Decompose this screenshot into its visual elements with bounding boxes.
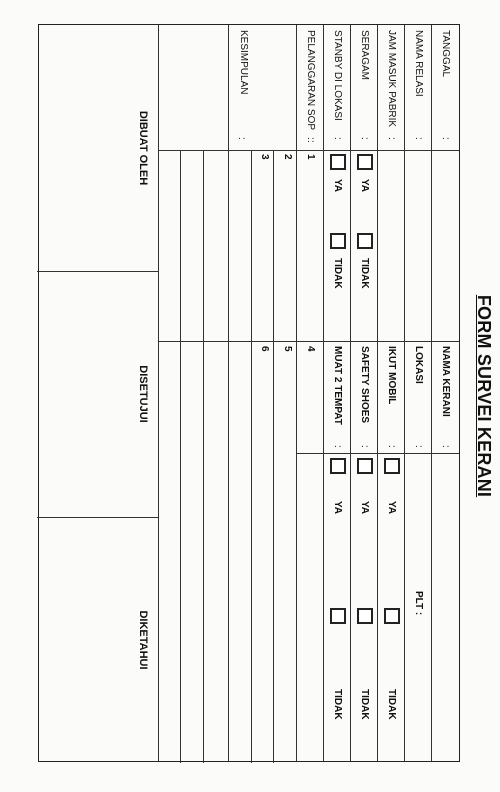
ikut-mobil-tidak-label: TIDAK (386, 689, 397, 720)
separator: : (386, 445, 397, 448)
separator: : (359, 137, 370, 140)
separator: : (440, 137, 451, 140)
stanby-tidak-label: TIDAK (332, 258, 343, 289)
seragam-tidak-checkbox[interactable] (357, 233, 373, 249)
label-muat-2-tempat: MUAT 2 TEMPAT (332, 346, 343, 425)
safety-shoes-ya-label: YA (359, 501, 370, 514)
sop-item-number: 4 (305, 346, 316, 352)
row-divider (273, 150, 274, 763)
row-divider (228, 25, 229, 761)
ikut-mobil-ya-checkbox[interactable] (384, 458, 400, 474)
row-divider (203, 150, 204, 763)
sop-item-number: 3 (259, 154, 270, 160)
row-divider (180, 150, 181, 763)
seragam-ya-checkbox[interactable] (357, 154, 373, 170)
column-divider (159, 150, 459, 151)
ikut-mobil-tidak-checkbox[interactable] (384, 608, 400, 624)
column-divider (159, 341, 459, 342)
row-divider (377, 25, 378, 761)
form-table (38, 24, 460, 762)
separator: : (305, 140, 316, 143)
row-divider (350, 25, 351, 761)
muat-2-tempat-ya-checkbox[interactable] (330, 458, 346, 474)
signature-dibuat-oleh: DIBUAT OLEH (137, 110, 149, 186)
stanby-tidak-checkbox[interactable] (330, 233, 346, 249)
form-title: FORM SURVEI KERANI (474, 294, 494, 498)
column-divider (297, 453, 459, 454)
separator: : (413, 445, 424, 448)
muat-2-tempat-tidak-checkbox[interactable] (330, 608, 346, 624)
stanby-ya-label: YA (332, 179, 343, 192)
label-nama-kerani: NAMA KERANI (440, 346, 451, 417)
label-lokasi: LOKASI (413, 346, 424, 384)
safety-shoes-tidak-checkbox[interactable] (357, 608, 373, 624)
plt-label: PLT : (413, 591, 424, 616)
sop-item-number: 6 (259, 346, 270, 352)
label-ikut-mobil: IKUT MOBIL (386, 346, 397, 405)
separator: : (332, 137, 343, 140)
signature-diketahui: DIKETAHUI (137, 610, 149, 670)
label-seragam: SERAGAM (359, 30, 370, 81)
label-tanggal: TANGGAL (440, 30, 451, 78)
sop-item-number: 5 (282, 346, 293, 352)
row-divider (404, 25, 405, 761)
label-nama-relasi: NAMA RELASI (413, 30, 424, 97)
muat-2-tempat-tidak-label: TIDAK (332, 689, 343, 720)
safety-shoes-ya-checkbox[interactable] (357, 458, 373, 474)
safety-shoes-tidak-label: TIDAK (359, 689, 370, 720)
sop-item-number: 1 (305, 154, 316, 160)
ikut-mobil-ya-label: YA (386, 501, 397, 514)
separator: : (440, 445, 451, 448)
signature-disetujui: DISETUJUI (137, 365, 149, 423)
row-divider (158, 25, 159, 761)
separator: : (305, 137, 316, 140)
label-pelanggaran-sop: PELANGGARAN SOP (305, 30, 316, 131)
row-divider (431, 25, 432, 761)
label-stanby-di-lokasi: STANBY DI LOKASI (332, 30, 343, 121)
separator: : (359, 445, 370, 448)
stanby-ya-checkbox[interactable] (330, 154, 346, 170)
label-kesimpulan: KESIMPULAN (238, 30, 249, 95)
row-divider (323, 25, 324, 761)
row-divider (251, 150, 252, 763)
row-divider (296, 25, 297, 761)
separator: : (413, 137, 424, 140)
separator: : (386, 137, 397, 140)
separator: : (332, 445, 343, 448)
separator: : (236, 137, 247, 140)
label-jam-masuk-pabrik: JAM MASUK PABRIK (386, 30, 397, 128)
muat-2-tempat-ya-label: YA (332, 501, 343, 514)
label-safety-shoes: SAFETY SHOES (359, 346, 370, 424)
sop-item-number: 2 (282, 154, 293, 160)
seragam-ya-label: YA (359, 179, 370, 192)
seragam-tidak-label: TIDAK (359, 258, 370, 289)
